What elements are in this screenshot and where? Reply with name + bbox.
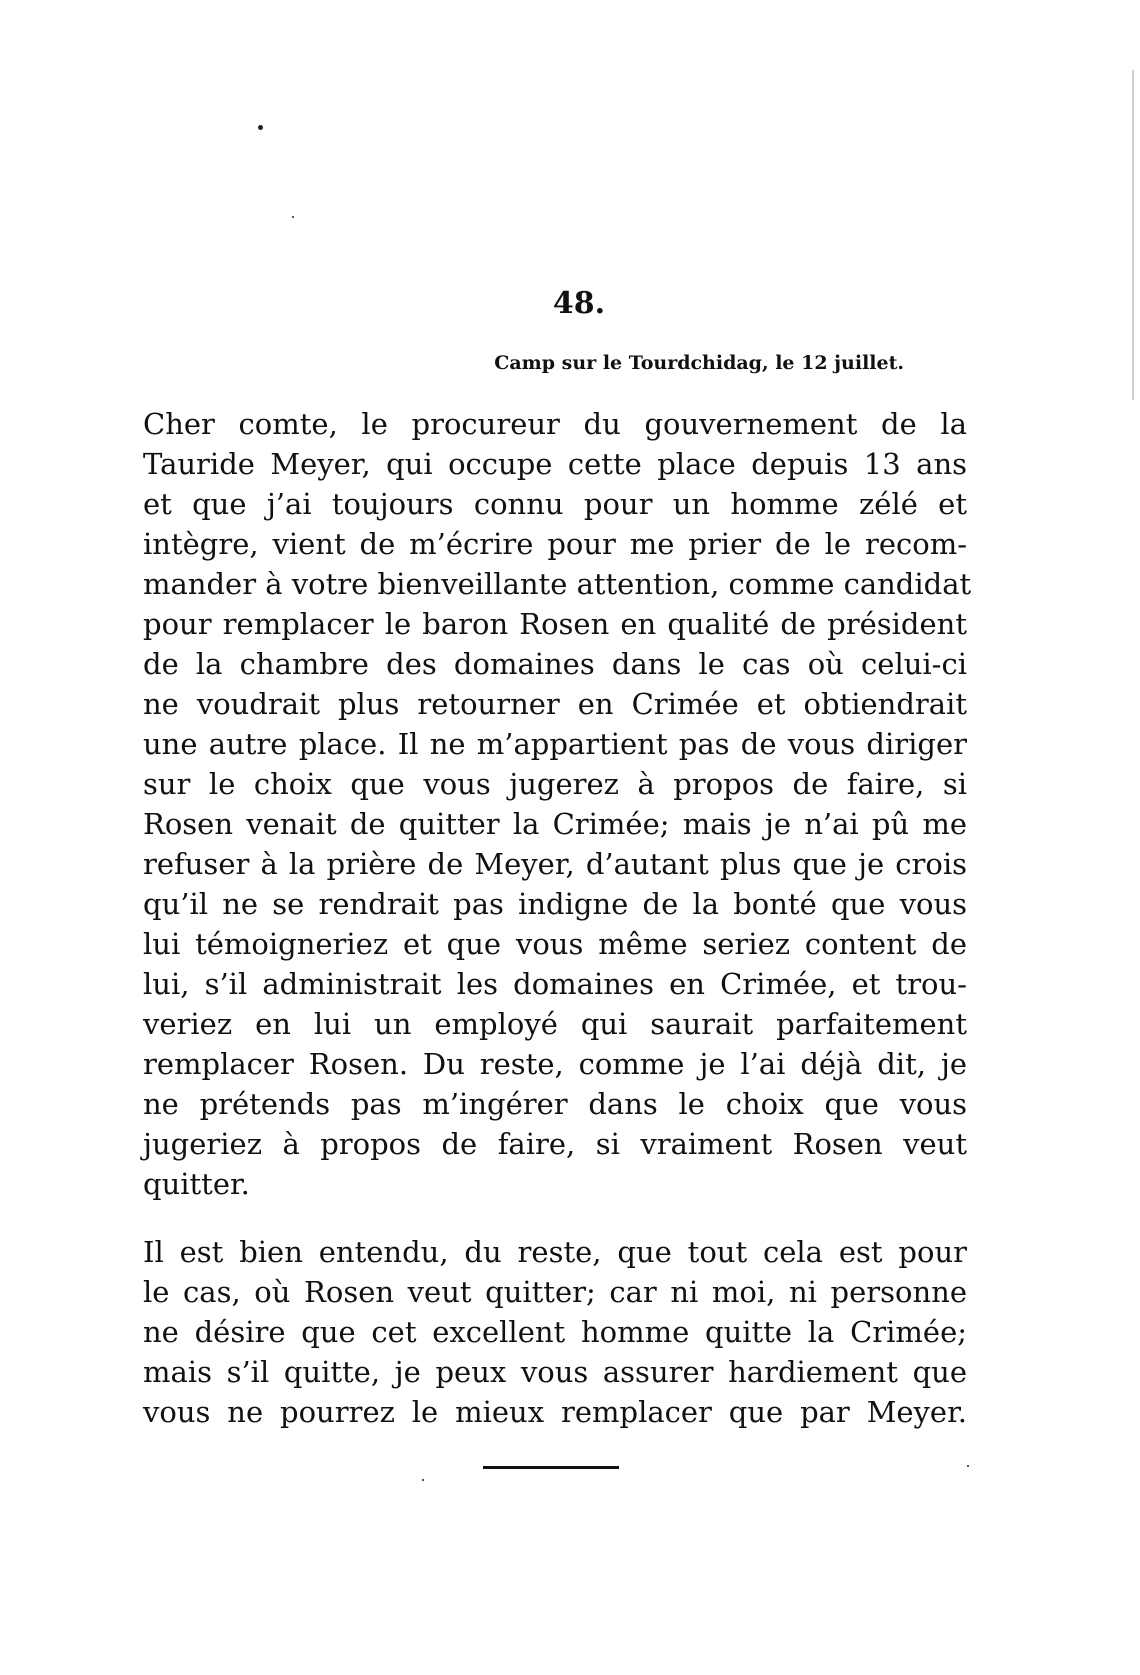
text-line: qu’il ne se rendrait pas indigne de la bonté que vous [143, 887, 967, 921]
text-line: de la chambre des domaines dans le cas où celui-ci [143, 647, 967, 681]
text-line: Il est bien entendu, du reste, que tout cela est pour [143, 1235, 967, 1269]
text-line: ne voudrait plus retourner en Crimée et obtiendrait [143, 687, 967, 721]
text-line: intègre, vient de m’écrire pour me prier de le recom- [143, 527, 967, 561]
text-line: ne prétends pas m’ingérer dans le choix que vous [143, 1087, 967, 1121]
letter-body [143, 404, 972, 1448]
paragraph-1 [143, 404, 972, 1204]
ink-speck [422, 1479, 424, 1481]
ink-speck [258, 125, 263, 130]
closing-rule [483, 1466, 619, 1469]
text-line: sur le choix que vous jugerez à propos de faire, si [143, 767, 967, 801]
text-line: et que j’ai toujours connu pour un homme zélé et [143, 487, 967, 521]
ink-speck [967, 1465, 969, 1467]
text-line: Tauride Meyer, qui occupe cette place depuis 13 ans [143, 447, 967, 481]
text-line: mais s’il quitte, je peux vous assurer hardiement que [143, 1355, 967, 1389]
text-line: refuser à la prière de Meyer, d’autant plus que je crois [143, 847, 967, 881]
text-line: remplacer Rosen. Du reste, comme je l’ai déjà dit, je [143, 1047, 967, 1081]
text-line: pour remplacer le baron Rosen en qualité de président [143, 607, 967, 641]
paragraph-2 [143, 1232, 967, 1432]
scan-edge-line [1132, 70, 1134, 400]
text-line: jugeriez à propos de faire, si vraiment Rosen veut [143, 1127, 967, 1161]
text-line: lui, s’il administrait les domaines en Crimée, et trou- [143, 967, 967, 1001]
text-line: quitter. [143, 1167, 250, 1201]
text-line: lui témoigneriez et que vous même seriez content de [143, 927, 967, 961]
text-line: Rosen venait de quitter la Crimée; mais je n’ai pû me [143, 807, 967, 841]
text-line: Cher comte, le procureur du gouvernement de la [143, 407, 967, 441]
text-line: vous ne pourrez le mieux remplacer que par Meyer. [143, 1395, 967, 1429]
text-line: mander à votre bienveillante attention, comme candidat [143, 567, 972, 601]
letter-number: 48. [552, 286, 606, 321]
text-line: une autre place. Il ne m’appartient pas de vous diriger [143, 727, 967, 761]
text-line: ne désire que cet excellent homme quitte la Crimée; [143, 1315, 967, 1349]
ink-speck [292, 216, 294, 218]
text-line: veriez en lui un employé qui saurait parfaitement [143, 1007, 967, 1041]
dateline: Camp sur le Tourdchidag, le 12 juillet. [494, 352, 904, 374]
text-line: le cas, où Rosen veut quitter; car ni moi, ni personne [143, 1275, 967, 1309]
